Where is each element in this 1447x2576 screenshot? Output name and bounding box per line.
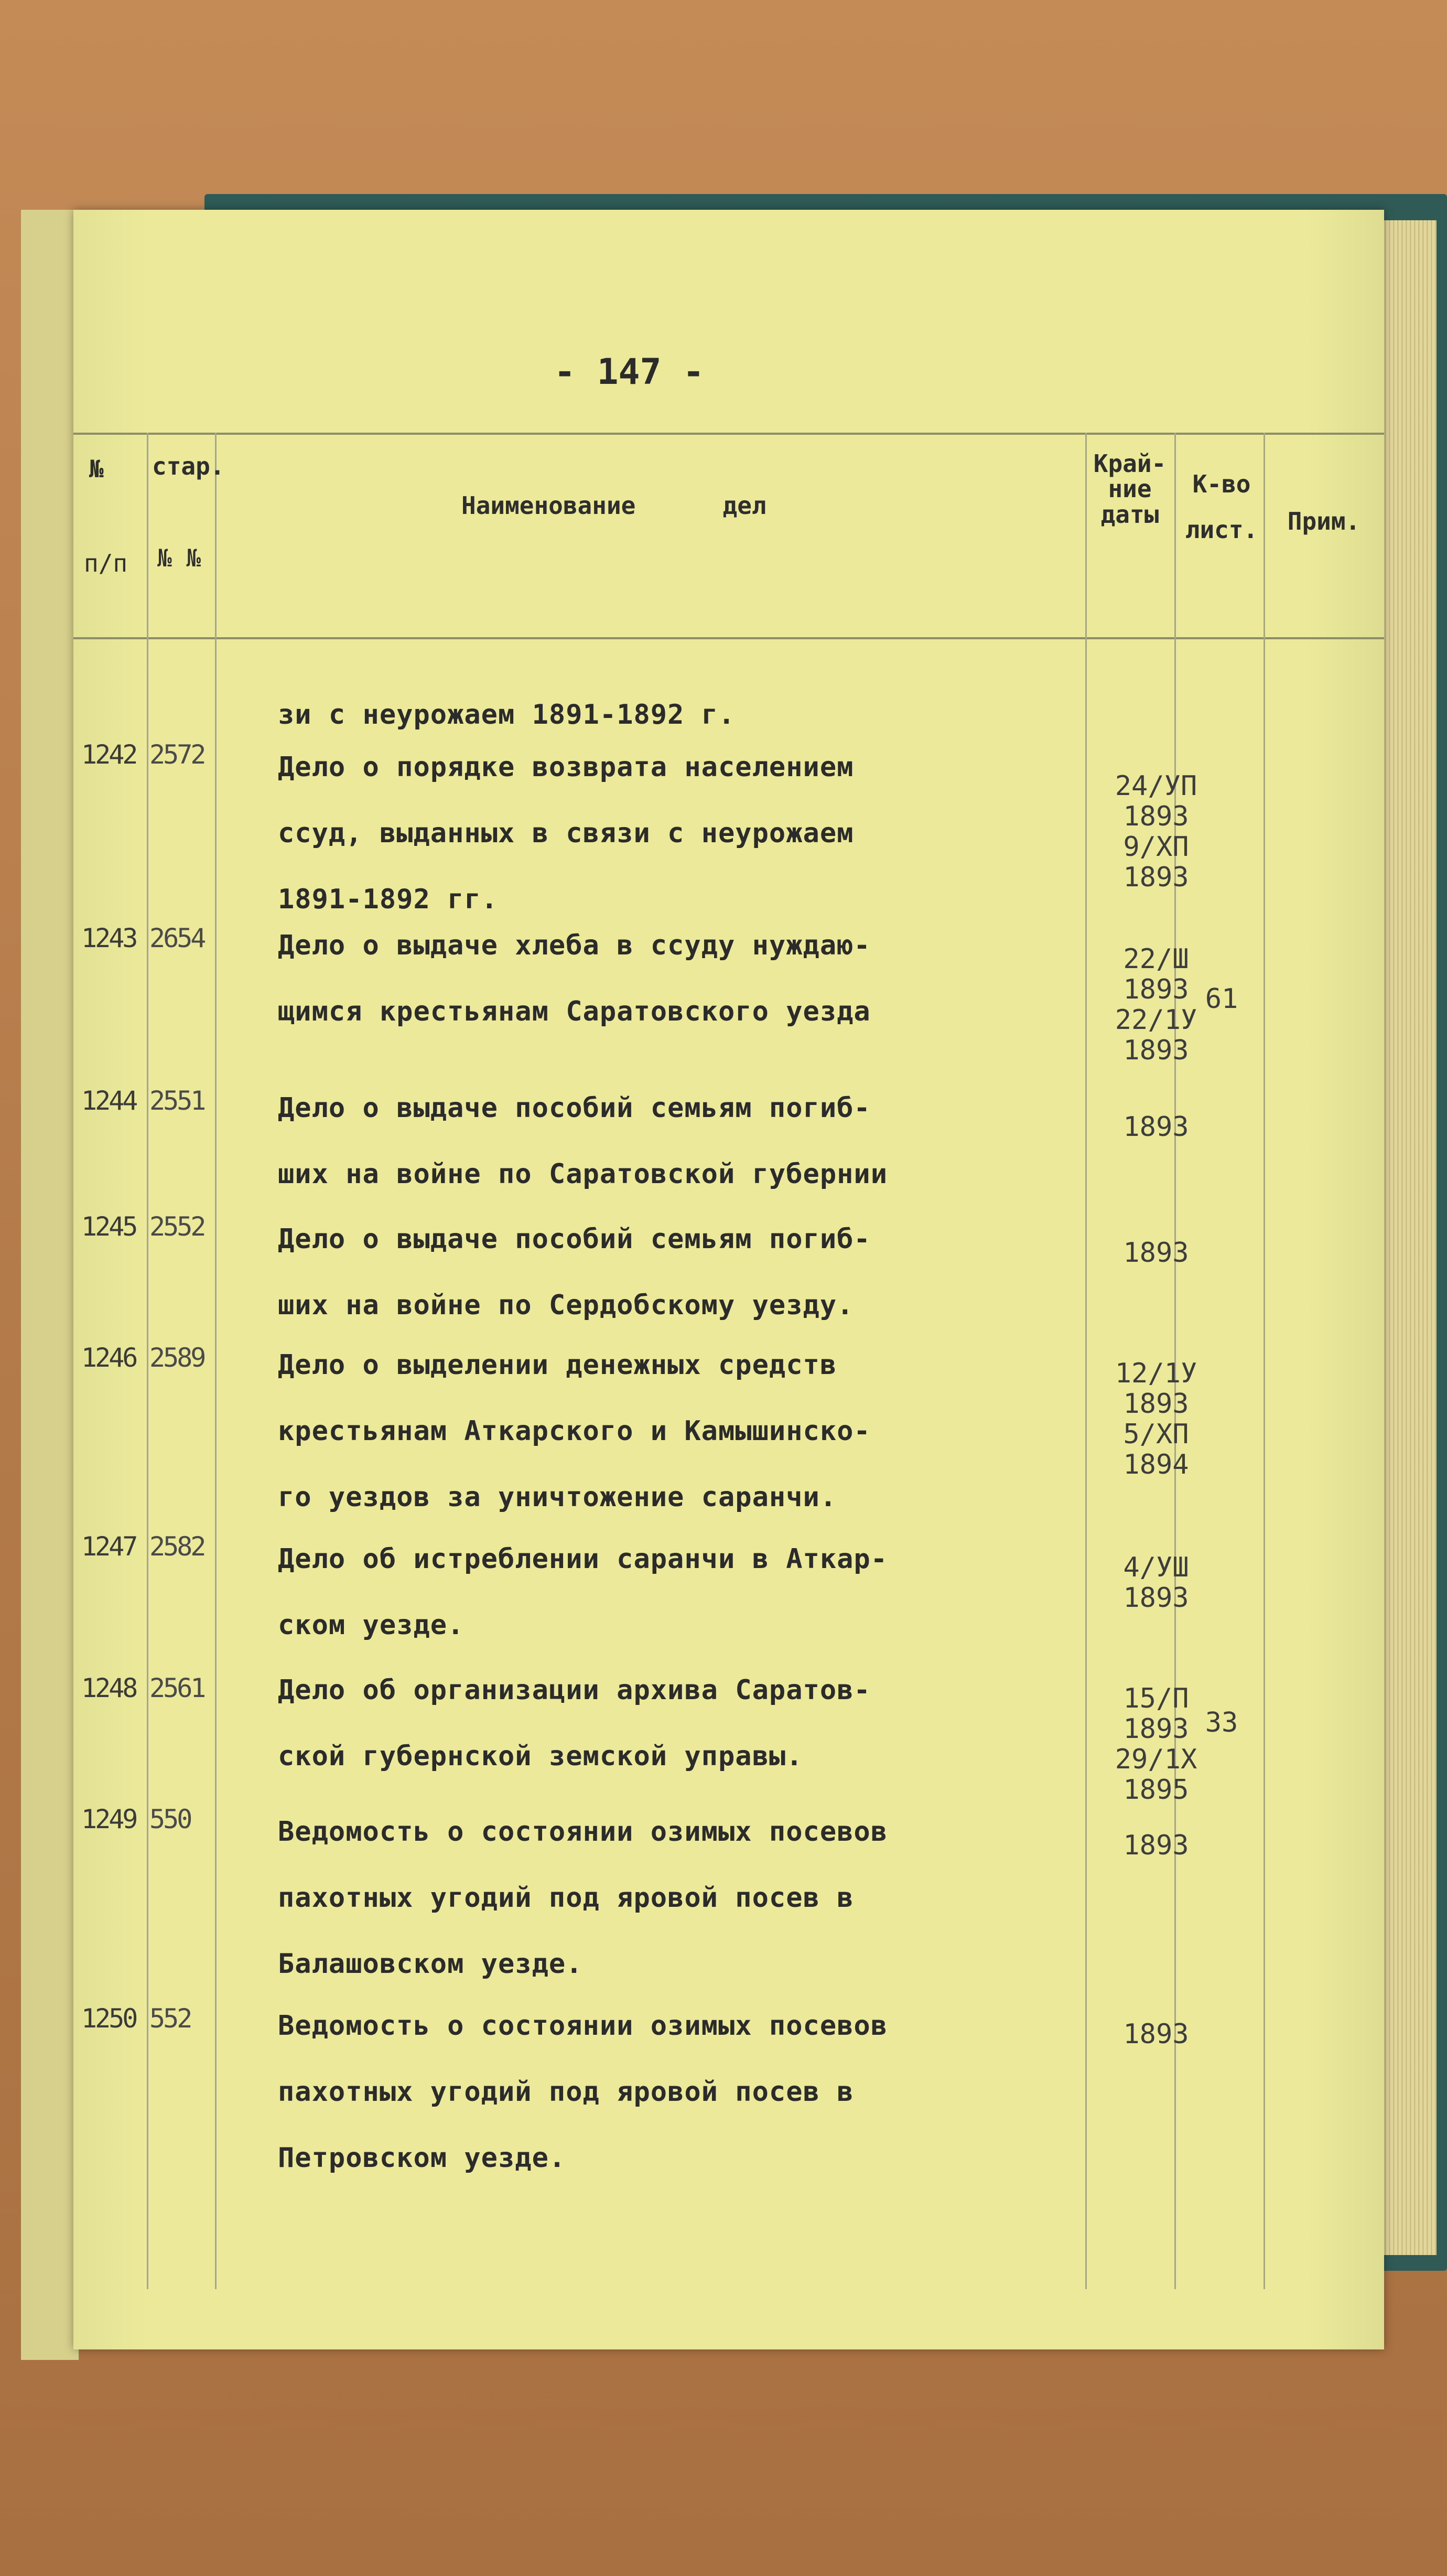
row-1243-sheets: 61	[1205, 983, 1238, 1015]
header-sheets: К-во лист.	[1185, 470, 1258, 544]
row-1242-title: Дело о порядке возврата населением ссуд, выданных в связи с неурожаем 1891-1892 гг.	[278, 752, 854, 915]
row-1247-old-number: 2582	[149, 1531, 204, 1562]
row-1245-title: Дело о выдаче пособий семьям погиб- ших на войне по Сердобскому уезду.	[278, 1223, 871, 1321]
row-1246-title: Дело о выделении денежных средств крестьянам Аткарского и Камышинско- го уездов за уничтожение саранчи.	[278, 1349, 871, 1513]
row-1247-number: 1247	[81, 1531, 136, 1562]
row-1246-dates: 12/1У 1893 5/ХП 1894	[1115, 1358, 1197, 1480]
row-1246-number: 1246	[81, 1343, 136, 1373]
row-1245-number: 1245	[81, 1211, 136, 1242]
row-1244-title: Дело о выдаче пособий семьям погиб- ших на войне по Саратовской губернии	[278, 1092, 888, 1190]
row-1250-title: Ведомость о состоянии озимых посевов пахотных угодий под яровой посев в Петровском уезде.	[278, 2010, 888, 2174]
row-1250-number: 1250	[81, 2003, 136, 2034]
row-1248-dates: 15/П 1893 29/1Х 1895	[1115, 1683, 1197, 1806]
row-1250-old-number: 552	[149, 2003, 191, 2034]
row-1242-dates: 24/УП 1893 9/ХП 1893	[1115, 770, 1197, 893]
header-top-rule	[73, 433, 1384, 435]
row-1243-old-number: 2654	[149, 923, 204, 953]
left-facing-page-edge	[21, 210, 80, 2360]
row-1242-number: 1242	[81, 739, 136, 770]
header-num-top: №	[89, 455, 104, 483]
row-1244-dates: 1893	[1123, 1111, 1189, 1143]
row-1245-dates: 1893	[1123, 1237, 1189, 1269]
inventory-page	[73, 210, 1384, 2349]
row-1249-dates: 1893	[1123, 1830, 1189, 1861]
row-1244-number: 1244	[81, 1086, 136, 1116]
row-1250-dates: 1893	[1123, 2019, 1189, 2050]
row-1243-number: 1243	[81, 923, 136, 953]
row-1248-old-number: 2561	[149, 1673, 204, 1703]
header-bottom-rule	[73, 637, 1384, 639]
column-divider-old	[147, 433, 148, 2289]
header-title: Наименование дел	[461, 491, 766, 520]
header-old-top: стар.	[152, 452, 225, 480]
header-note: Прим.	[1287, 507, 1360, 535]
row-1248-number: 1248	[81, 1673, 136, 1703]
continuation-text: зи с неурожаем 1891-1892 г.	[278, 699, 736, 731]
header-dates: Край- ние даты	[1093, 449, 1167, 529]
row-1248-title: Дело об организации архива Саратов- ской губернской земской управы.	[278, 1675, 871, 1772]
row-1249-old-number: 550	[149, 1804, 191, 1834]
row-1249-title: Ведомость о состоянии озимых посевов пахотных угодий под яровой посев в Балашовском уезде.	[278, 1816, 888, 1980]
row-1243-dates: 22/Ш 1893 22/1У 1893	[1115, 943, 1197, 1066]
header-num-bottom: п/п	[84, 549, 128, 577]
header-old-bottom: № №	[157, 544, 201, 572]
page-number: - 147 -	[554, 351, 705, 393]
column-divider-title	[215, 433, 217, 2289]
row-1249-number: 1249	[81, 1804, 136, 1834]
row-1242-old-number: 2572	[149, 739, 204, 770]
row-1247-title: Дело об истреблении саранчи в Аткар- ском уезде.	[278, 1543, 888, 1641]
row-1244-old-number: 2551	[149, 1086, 204, 1116]
row-1246-old-number: 2589	[149, 1343, 204, 1373]
column-divider-note	[1264, 433, 1265, 2289]
row-1245-old-number: 2552	[149, 1211, 204, 1242]
row-1247-dates: 4/УШ 1893	[1123, 1552, 1189, 1614]
row-1243-title: Дело о выдаче хлеба в ссуду нуждаю- щимся крестьянам Саратовского уезда	[278, 930, 871, 1027]
row-1248-sheets: 33	[1205, 1707, 1238, 1738]
